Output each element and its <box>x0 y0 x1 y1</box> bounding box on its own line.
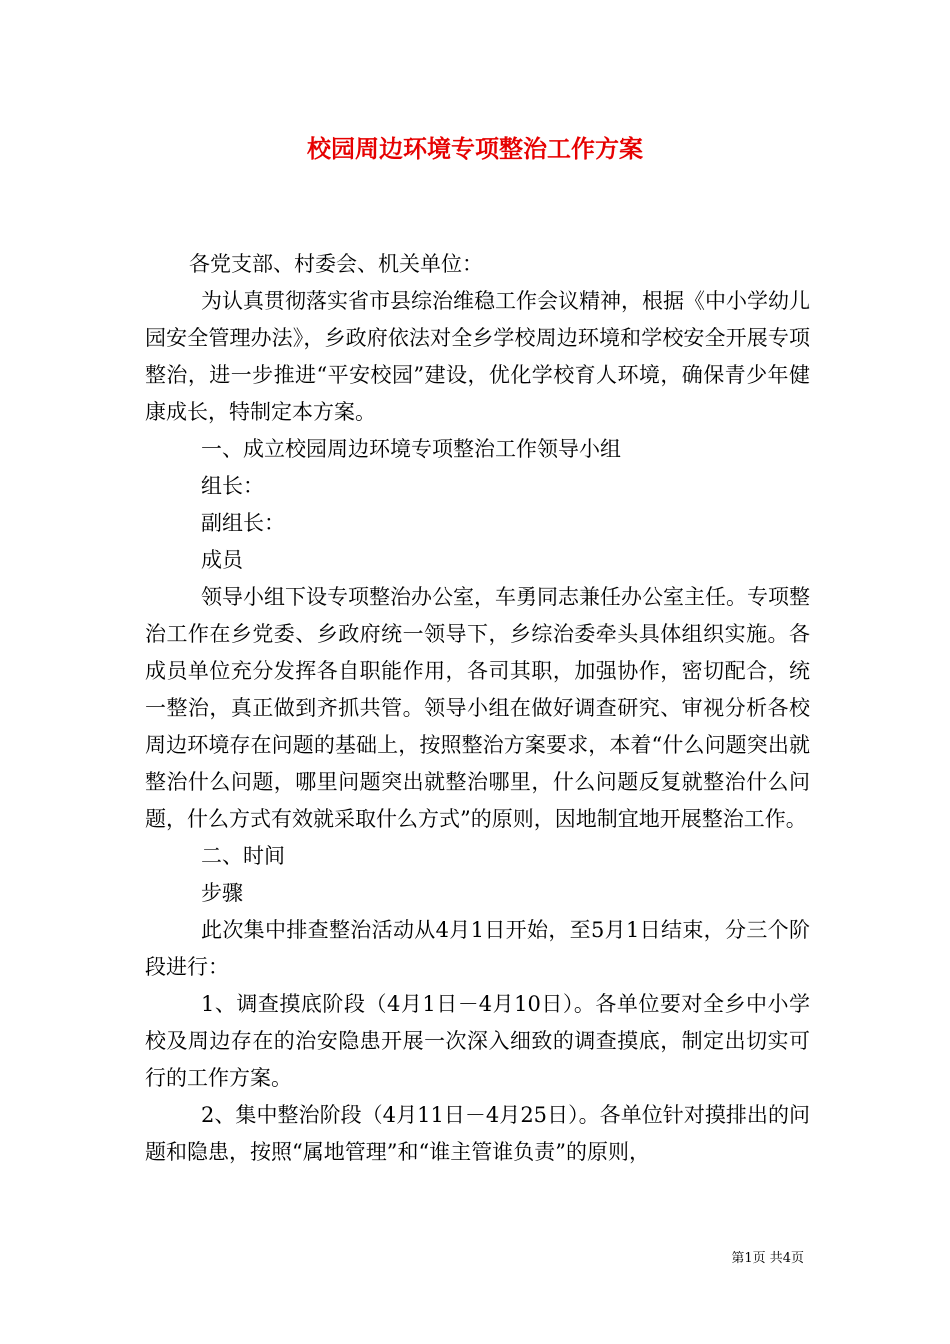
paragraph-office: 领导小组下设专项整治办公室，车勇同志兼任办公室主任。专项整治工作在乡党委、乡政府统一领导下，乡综治委牵头具体组织实施。各成员单位充分发挥各自职能作用，各司其职，加强协作，密切配合，统一整治，真正做到齐抓共管。领导小组在做好调查研究、审视分析各校周边环境存在问题的基础上，按照整治方案要求，本着“什么问题突出就整治什么问题，哪里问题突出就整治哪里，什么问题反复就整治什么问题，什么方式有效就采取什么方式”的原则，因地制宜地开展整治工作。 <box>145 585 810 831</box>
page-number: 第1页 共4页 <box>731 1251 804 1266</box>
paragraph-stage-2: 2、集中整治阶段（4月11日－4月25日）。各单位针对摸排出的问题和隐患，按照“属地管理”和“谁主管谁负责”的原则， <box>145 1103 810 1164</box>
members-line: 成员 <box>201 548 243 572</box>
document-title: 校园周边环境专项整治工作方案 <box>307 134 643 163</box>
steps-line: 步骤 <box>201 881 243 905</box>
section-heading-1: 一、成立校园周边环境专项整治工作领导小组 <box>201 437 621 461</box>
salutation: 各党支部、村委会、机关单位： <box>189 252 483 276</box>
section-heading-2: 二、时间 <box>201 844 285 868</box>
paragraph-intro: 为认真贯彻落实省市县综治维稳工作会议精神，根据《中小学幼儿园安全管理办法》，乡政府依法对全乡学校周边环境和学校安全开展专项整治，进一步推进“平安校园”建设，优化学校育人环境，确保青少年健康成长，特制定本方案。 <box>145 289 810 424</box>
paragraph-stage-1: 1、调查摸底阶段（4月1日－4月10日）。各单位要对全乡中小学校及周边存在的治安隐患开展一次深入细致的调查摸底，制定出切实可行的工作方案。 <box>145 992 810 1090</box>
paragraph-schedule: 此次集中排查整治活动从4月1日开始，至5月1日结束，分三个阶段进行： <box>145 918 810 979</box>
deputy-leader-line: 副组长： <box>201 511 285 535</box>
document-body <box>145 246 810 1171</box>
leader-line: 组长： <box>201 474 264 498</box>
